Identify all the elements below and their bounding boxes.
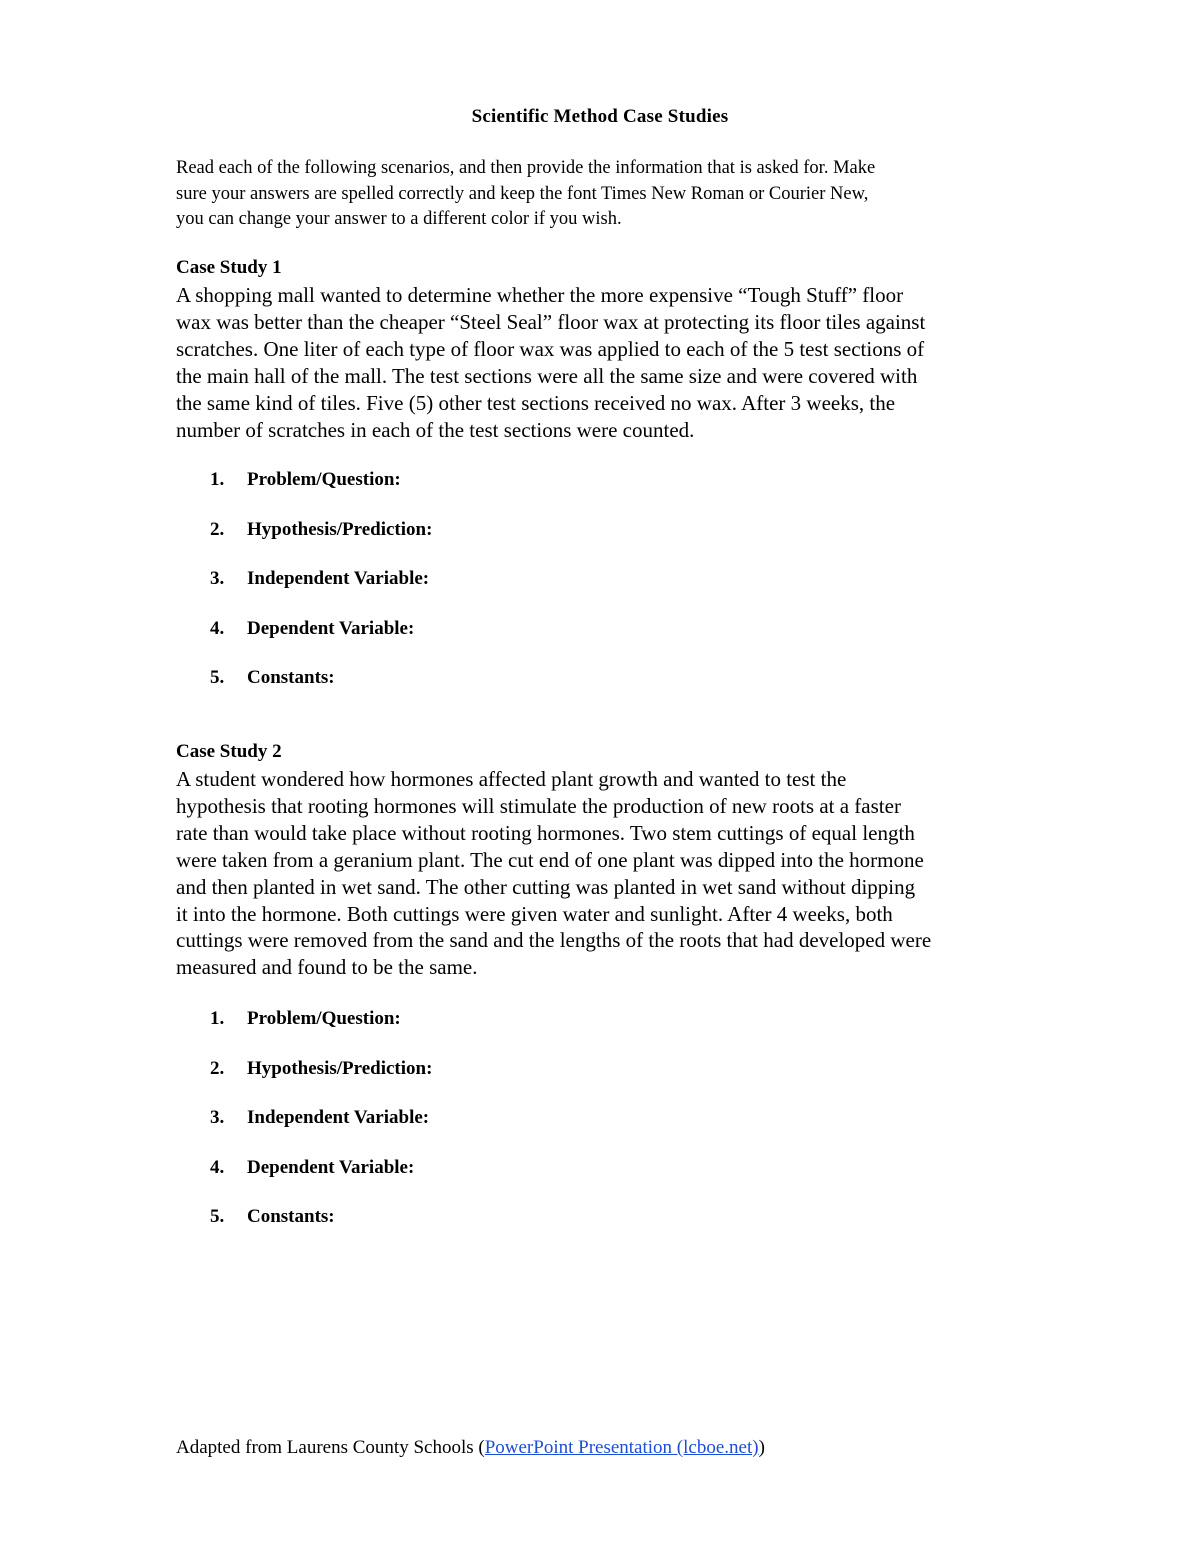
footer-attribution (176, 1437, 765, 1459)
question-number: 1. (210, 1008, 225, 1029)
question-item (210, 667, 432, 717)
case-study-2-heading: Case Study 2 (176, 741, 282, 762)
case-study-2-questions (210, 1008, 432, 1256)
question-label: Independent Variable: (247, 568, 430, 590)
question-label: Independent Variable: (247, 1107, 430, 1129)
case-text-line: cuttings were removed from the sand and the lengths of the roots that had developed were (176, 928, 932, 953)
question-item (210, 1008, 432, 1058)
question-item (210, 1107, 432, 1157)
question-label: Problem/Question: (247, 469, 401, 490)
case-study-1-questions (210, 469, 432, 717)
case-text-line: the same kind of tiles. Five (5) other test sections received no wax. After 3 weeks, the (176, 390, 896, 415)
question-number: 5. (210, 667, 225, 689)
question-number: 4. (210, 617, 225, 639)
case-text-line: number of scratches in each of the test sections were counted. (176, 417, 695, 442)
question-label: Dependent Variable: (247, 1156, 415, 1178)
question-item (210, 1058, 432, 1108)
case-text-line: and then planted in wet sand. The other cutting was planted in wet sand without dipping (176, 874, 916, 899)
case-text-line: wax was better than the cheaper “Steel Seal” floor wax at protecting its floor tiles against (176, 309, 926, 334)
question-item (210, 618, 432, 668)
source-link[interactable]: PowerPoint Presentation (lcboe.net) (484, 1437, 759, 1458)
case-text-line: hypothesis that rooting hormones will stimulate the production of new roots at a faster (176, 793, 901, 818)
question-label: Constants: (247, 1206, 335, 1228)
question-label: Hypothesis/Prediction: (247, 1057, 433, 1079)
question-label: Hypothesis/Prediction: (247, 518, 433, 540)
case-study-1-text (176, 282, 1036, 443)
question-item (210, 568, 432, 618)
case-text-line: scratches. One liter of each type of floor wax was applied to each of the 5 test sections of (176, 336, 925, 361)
case-study-2-text (176, 766, 1036, 981)
question-number: 4. (210, 1156, 225, 1178)
question-number: 2. (210, 518, 225, 540)
question-number: 3. (210, 1107, 225, 1129)
question-number: 5. (210, 1206, 225, 1228)
question-label: Constants: (247, 667, 335, 689)
intro-line: you can change your answer to a different color if you wish. (176, 209, 622, 230)
question-item (210, 519, 432, 569)
question-label: Problem/Question: (247, 1008, 401, 1029)
intro-line: sure your answers are spelled correctly and keep the font Times New Roman or Courier New, (176, 183, 869, 204)
intro-paragraph (176, 156, 1026, 233)
question-item (210, 1157, 432, 1207)
intro-line: Read each of the following scenarios, and then provide the information that is asked for. Make (176, 158, 876, 178)
case-text-line: it into the hormone. Both cuttings were given water and sunlight. After 4 weeks, both (176, 901, 893, 926)
question-item (210, 469, 432, 519)
case-text-line: A shopping mall wanted to determine whether the more expensive “Tough Stuff” floor (176, 283, 904, 307)
footer-suffix: ) (758, 1437, 765, 1458)
case-text-line: the main hall of the mall. The test sections were all the same size and were covered with (176, 363, 918, 388)
case-study-1-heading: Case Study 1 (176, 257, 282, 278)
question-label: Dependent Variable: (247, 617, 415, 639)
footer-prefix: Adapted from Laurens County Schools ( (176, 1437, 485, 1458)
question-item (210, 1206, 432, 1256)
case-text-line: A student wondered how hormones affected plant growth and wanted to test the (176, 767, 847, 791)
case-text-line: were taken from a geranium plant. The cut end of one plant was dipped into the hormone (176, 847, 924, 872)
question-number: 1. (210, 469, 225, 490)
question-number: 3. (210, 568, 225, 590)
case-text-line: measured and found to be the same. (176, 955, 478, 980)
case-text-line: rate than would take place without rooting hormones. Two stem cuttings of equal length (176, 820, 915, 845)
page-title: Scientific Method Case Studies (471, 106, 729, 127)
question-number: 2. (210, 1057, 225, 1079)
